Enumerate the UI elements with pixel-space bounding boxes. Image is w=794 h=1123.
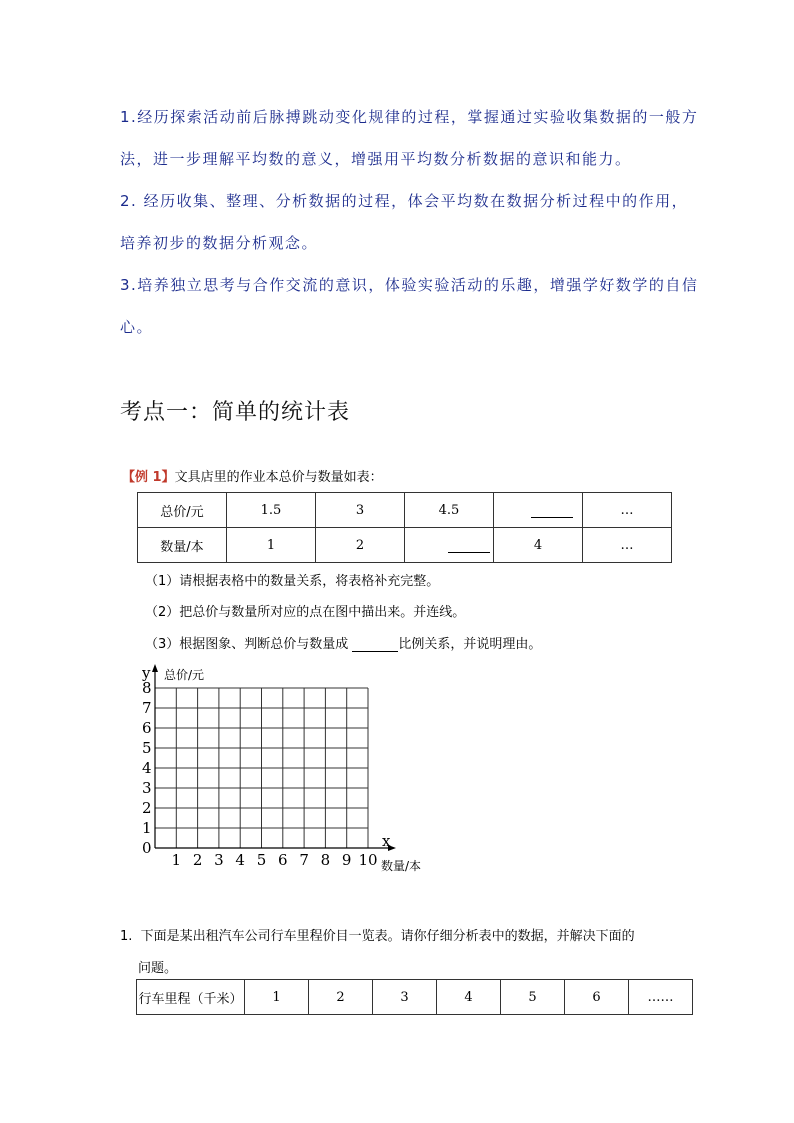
answer-blank[interactable] xyxy=(352,637,398,652)
x-tick-label: 4 xyxy=(235,851,245,869)
table-cell: … xyxy=(583,493,672,528)
y-tick-label: 7 xyxy=(142,699,152,717)
x-tick-label: 7 xyxy=(299,851,309,869)
table-cell: 5 xyxy=(501,980,565,1015)
example-tag: 【例 1】 xyxy=(122,470,175,485)
x-tick-label: 6 xyxy=(278,851,288,869)
table-blank-cell[interactable] xyxy=(405,528,494,563)
y-tick-label: 3 xyxy=(142,779,152,797)
table-cell: …… xyxy=(629,980,693,1015)
table-row xyxy=(137,980,693,1015)
y-tick-label: 2 xyxy=(142,799,152,817)
table-cell: 行车里程（千米） xyxy=(137,980,245,1015)
y-tick-label: 4 xyxy=(142,759,152,777)
x-tick-label: 2 xyxy=(192,851,203,869)
question-2: （2）把总价与数量所对应的点在图中描出来。并连线。 xyxy=(145,605,466,620)
table-blank-cell[interactable] xyxy=(494,493,583,528)
table-cell: 2 xyxy=(309,980,373,1015)
x-tick-label: 8 xyxy=(320,851,331,869)
y-tick-label: 1 xyxy=(142,819,152,837)
problem-1-line-1 xyxy=(120,925,635,944)
y-tick-label: 8 xyxy=(142,679,152,697)
objective-line-2: 法，进一步理解平均数的意义，增强用平均数分析数据的意识和能力。 xyxy=(120,150,632,168)
origin-label: 0 xyxy=(142,839,152,857)
x-tick-label: 5 xyxy=(256,851,267,869)
y-axis-arrow xyxy=(152,664,158,672)
question-1: （1）请根据表格中的数量关系，将表格补充完整。 xyxy=(145,574,440,589)
answer-blank[interactable] xyxy=(448,538,490,553)
table-cell: 总价/元 xyxy=(138,493,227,528)
table-cell: 3 xyxy=(373,980,437,1015)
table-cell: 1 xyxy=(227,528,316,563)
table-cell: 3 xyxy=(316,493,405,528)
objective-line-6: 心。 xyxy=(120,318,154,336)
table-cell: 4 xyxy=(494,528,583,563)
table-cell: 2 xyxy=(316,528,405,563)
x-tick-label: 1 xyxy=(171,851,182,869)
objective-line-5: 3.培养独立思考与合作交流的意识，体验实验活动的乐趣，增强学好数学的自信 xyxy=(120,276,699,294)
table-cell: 1 xyxy=(245,980,309,1015)
example-text: 文具店里的作业本总价与数量如表： xyxy=(174,470,383,485)
objective-line-1: 1.经历探索活动前后脉搏跳动变化规律的过程，掌握通过实验收集数据的一般方 xyxy=(120,108,699,126)
y-tick-label: 5 xyxy=(142,739,152,757)
table-row xyxy=(138,528,672,563)
x-tick-label: 9 xyxy=(341,851,352,869)
problem-text: 下面是某出租汽车公司行车里程价目一览表。请你仔细分析表中的数据，并解决下面的 xyxy=(140,929,635,944)
question-3-part-1: （3）根据图象、判断总价与数量成 xyxy=(145,637,349,652)
objective-line-3: 2. 经历收集、整理、分析数据的过程，体会平均数在数据分析过程中的作用， xyxy=(120,192,689,210)
question-3 xyxy=(145,633,541,652)
mileage-table xyxy=(136,979,693,1015)
y-axis-label: 总价/元 xyxy=(164,668,205,682)
coordinate-grid xyxy=(142,660,432,875)
table-cell: 6 xyxy=(565,980,629,1015)
problem-number: 1. xyxy=(120,929,133,944)
x-tick-label: 3 xyxy=(214,851,224,869)
table-cell: 数量/本 xyxy=(138,528,227,563)
table-cell: … xyxy=(583,528,672,563)
x-axis-label: 数量/本 xyxy=(381,859,422,873)
section-title: 考点一：简单的统计表 xyxy=(120,400,351,425)
question-3-part-2: 比例关系，并说明理由。 xyxy=(398,637,542,652)
x-axis-letter: x xyxy=(382,832,391,850)
table-cell: 4.5 xyxy=(405,493,494,528)
x-tick-label: 10 xyxy=(358,851,378,869)
price-quantity-table xyxy=(137,492,672,563)
y-axis-letter: y xyxy=(142,664,151,682)
answer-blank[interactable] xyxy=(531,503,573,518)
example-intro xyxy=(122,466,383,485)
table-row xyxy=(138,493,672,528)
problem-1-line-2: 问题。 xyxy=(138,961,178,976)
table-cell: 1.5 xyxy=(227,493,316,528)
objective-line-4: 培养初步的数据分析观念。 xyxy=(120,234,319,252)
y-tick-label: 6 xyxy=(142,719,152,737)
table-cell: 4 xyxy=(437,980,501,1015)
